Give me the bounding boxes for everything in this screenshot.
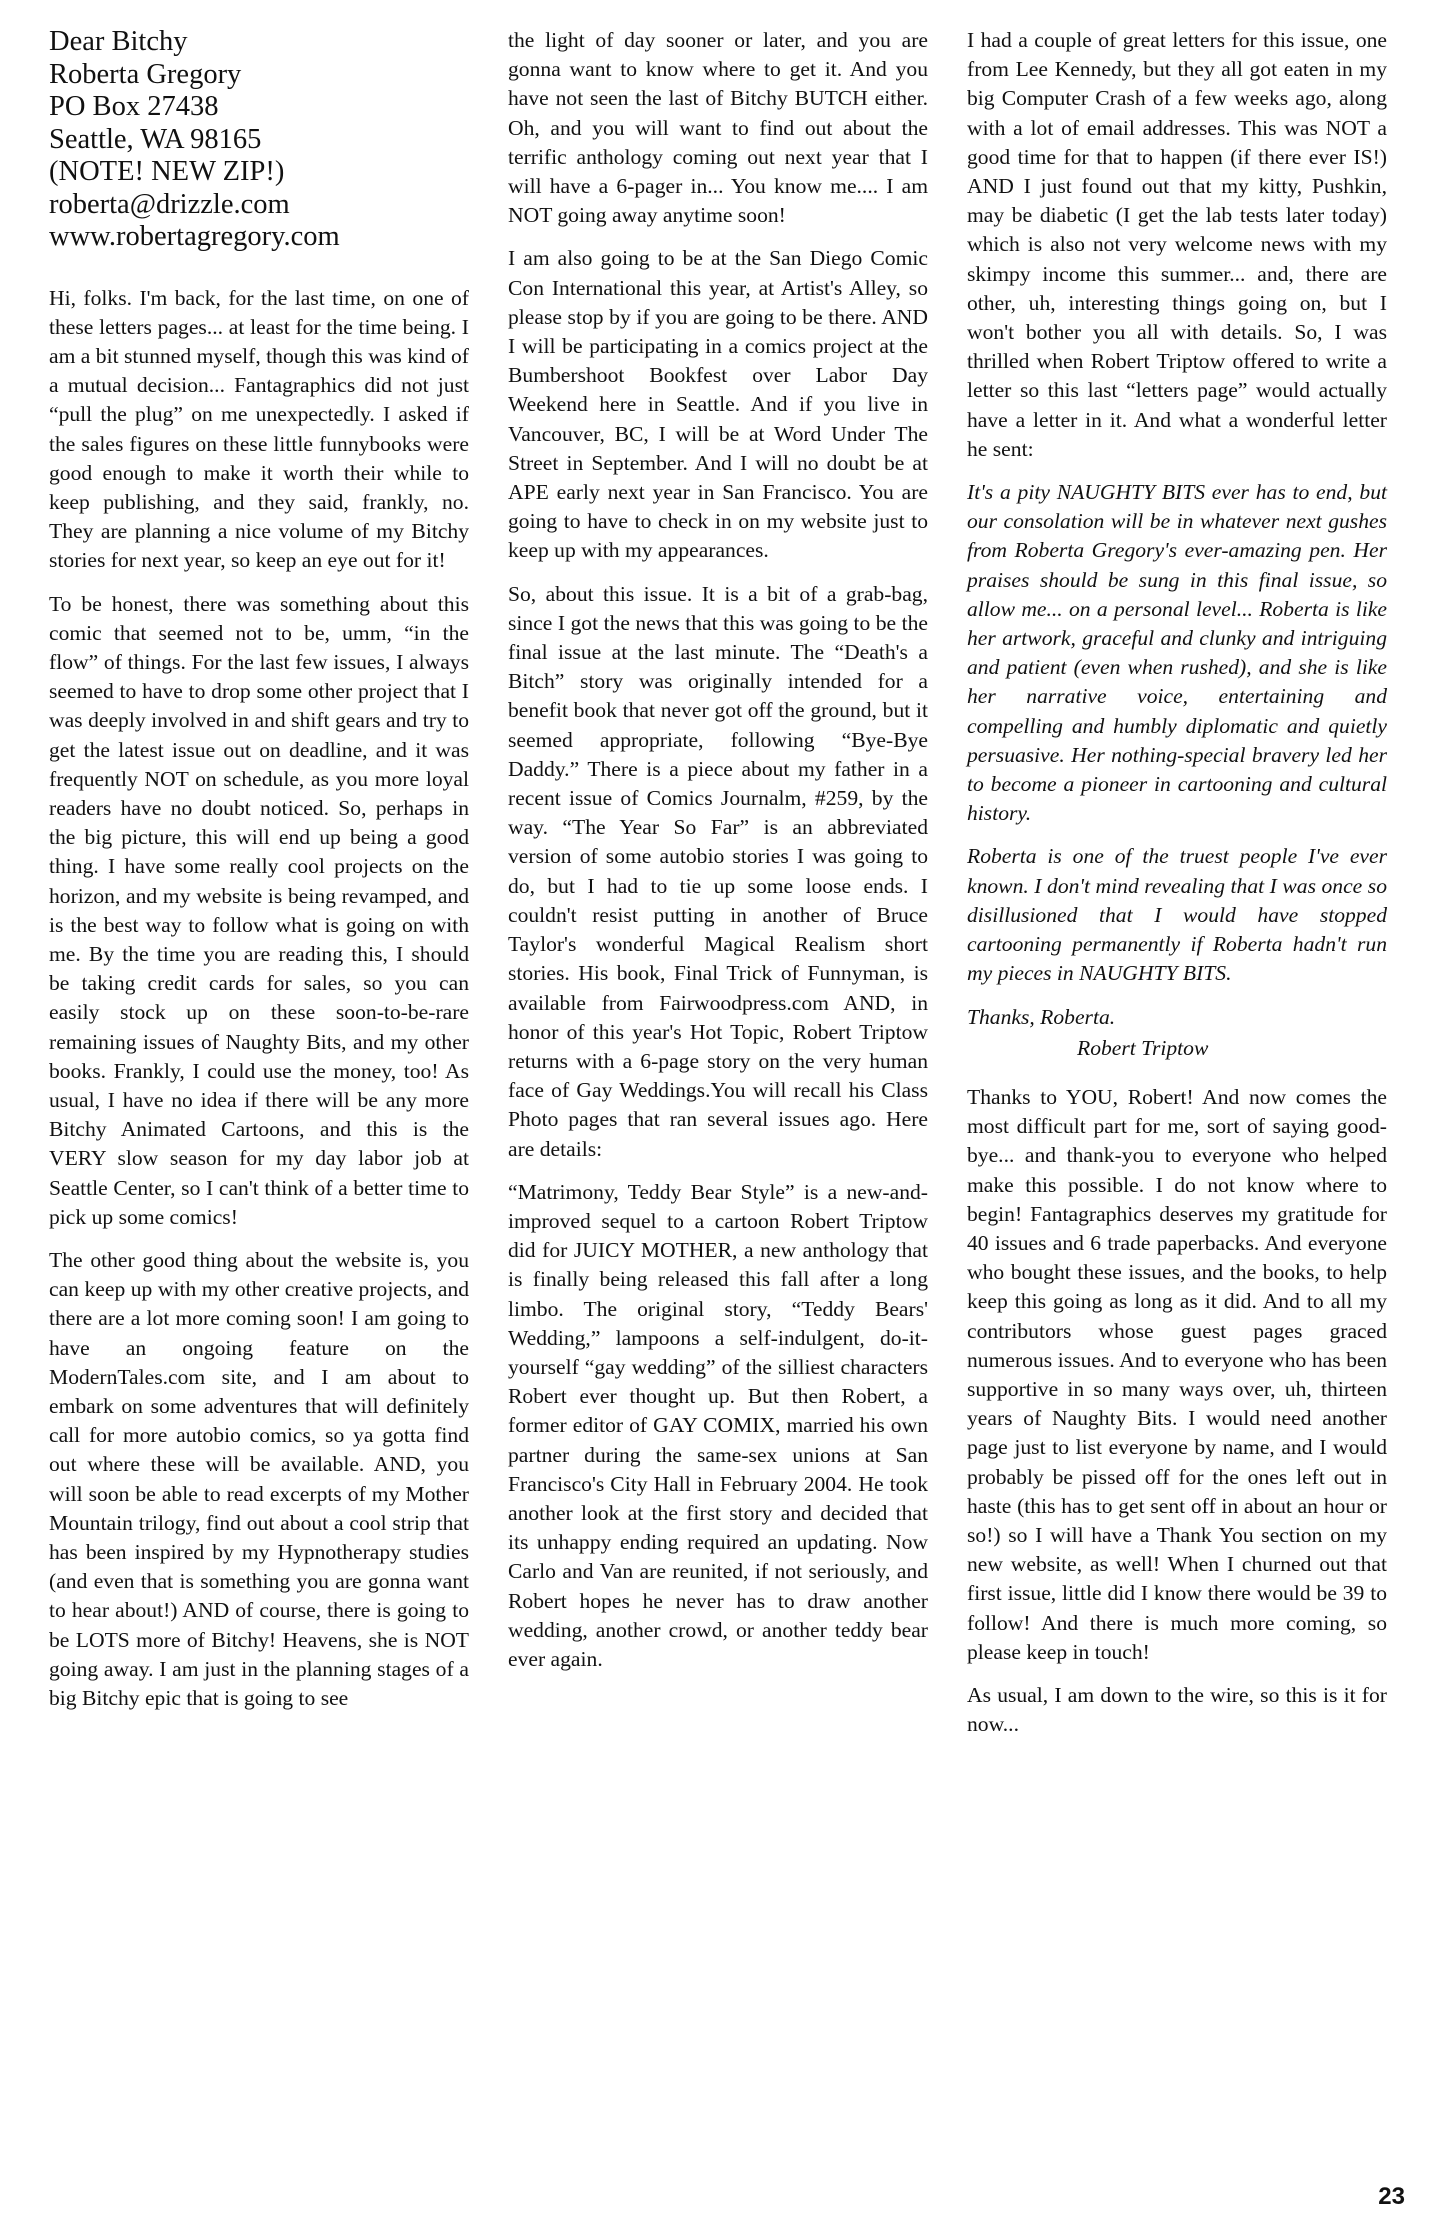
address-salutation: Dear Bitchy	[49, 26, 188, 57]
address-website: www.robertagregory.com	[49, 221, 340, 252]
paragraph: I am also going to be at the San Diego Comic Con International this year, at Artist's Alley, so please stop by if you are going to be there. AND I will be participating in a comics project at the Bumbershoot Bookfest over Labor Day Weekend here in Seattle. And if you live in Vancouver, BC, I will be at Word Under The Street in September. And I will no doubt be at APE early next year in San Francisco. You are going to have to check in on my website just to keep up with my appearances.	[508, 246, 928, 563]
paragraph: As usual, I am down to the wire, so this is it for now...	[967, 1682, 1387, 1737]
address-po-box: PO Box 27438	[49, 91, 219, 122]
letter-paragraph: Roberta is one of the truest people I've ever known. I don't mind revealing that I was once so disillusioned that I would have stopped cartooning permanently if Roberta hadn't run my pieces in NAUGHTY BITS.	[967, 844, 1387, 986]
letter-signature: Robert Triptow	[1077, 1035, 1209, 1060]
address-name: Roberta Gregory	[49, 58, 242, 90]
address-email: roberta@drizzle.com	[49, 188, 290, 220]
page-number: 23	[1378, 2183, 1405, 2210]
paragraph: I had a couple of great letters for this issue, one from Lee Kennedy, but they all got eaten in my big Computer Crash of a few weeks ago, along with a lot of email addresses. This was NOT a good time for that to happen (if there ever IS!) AND I just found out that my kitty, Pushkin, may be diabetic (I get the lab tests later today) which is also not very welcome news with my skimpy income this summer... and, there are other, uh, interesting things going on, but I won't bother you all with details. So, I was thrilled when Robert Triptow offered to write a letter so this last “letters page” would actually have a letter in it. And what a wonderful letter he sent:	[967, 28, 1387, 461]
reader-letter	[967, 478, 1387, 988]
paragraph: To be honest, there was something about this comic that seemed not to be, umm, “in the flow” of things. For the last few issues, I always seemed to have to drop some other project that I was deeply involved in and shift gears and try to get the latest issue out on deadline, and it was frequently NOT on schedule, as you more loyal readers have no doubt noticed. So, perhaps in the big picture, this will end up being a good thing. I have some really cool projects on the horizon, and my website is being revamped, and is the best way to follow what is going on with me. By the time you are reading this, I should be taking credit cards for sales, so you can easily stock up on these soon-to-be-rare remaining issues of Naughty Bits, and my other books. Frankly, I could use the money, too! As usual, I have no idea if there will be any more Bitchy Animated Cartoons, and this is the VERY slow season for my day labor job at Seattle Center, so I can't think of a better time to pick up some comics!	[49, 591, 469, 1229]
letter-thanks: Thanks, Roberta.	[967, 1004, 1116, 1029]
paragraph: Thanks to YOU, Robert! And now comes the most difficult part for me, sort of saying good-bye... and thank-you to everyone who helped make this possible. I do not know where to begin! Fantagraphics deserves my gratitude for 40 issues and 6 trade paperbacks. And everyone who bought these issues, and the books, to help keep this going as long as it did. And to all my contributors whose guest pages graced numerous issues. And to everyone who has been supportive in so many ways over, uh, thirteen years of Naughty Bits. I would need another page just to list everyone by name, and I would probably be pissed off for the ones left out in haste (this has to get sent off in about an hour or so!) so I will have a Thank You section on my new website, as well! When I churned out that first issue, little did I know there would be 39 to follow! And there is much more coming, so please keep in touch!	[967, 1084, 1387, 1664]
column-3	[967, 26, 1387, 1753]
mailing-address	[49, 26, 469, 254]
paragraph: “Matrimony, Teddy Bear Style” is a new-and-improved sequel to a cartoon Robert Triptow did for JUICY MOTHER, a new anthology that is finally being released this fall after a long limbo. The original story, “Teddy Bears' Wedding,” lampoons a self-indulgent, do-it-yourself “gay wedding” of the silliest characters Robert ever thought up. But then Robert, a former editor of GAY COMIX, married his own partner during the same-sex unions at San Francisco's City Hall in February 2004. He took another look at the first story and decided that its unhappy ending required an updating. Now Carlo and Van are reunited, if not seriously, and Robert hopes he never has to draw another wedding, another crowd, or another teddy bear ever again.	[508, 1179, 928, 1671]
address-note: (NOTE! NEW ZIP!)	[49, 156, 285, 187]
address-city: Seattle, WA 98165	[49, 123, 262, 155]
paragraph: Hi, folks. I'm back, for the last time, on one of these letters pages... at least for the time being. I am a bit stunned myself, though this was kind of a mutual decision... Fantagraphics did not just “pull the plug” on me unexpectedly. I asked if the sales figures on these little funnybooks were good enough to make it worth their while to keep publishing, and they said, frankly, no. They are planning a nice volume of my Bitchy stories for next year, so keep an eye out for it!	[49, 285, 469, 573]
paragraph: The other good thing about the website is, you can keep up with my other creative projects, and there are a lot more coming soon! I am going to have an ongoing feature on the ModernTales.com site, and I am about to embark on some adventures that will definitely call for more autobio comics, so ya gotta find out where these will be available. AND, you will soon be able to read excerpts of my Mother Mountain trilogy, find out about a cool strip that has been inspired by my Hypnotherapy studies (and even that is something you are gonna want to hear about!) AND of course, there is going to be LOTS more of Bitchy! Heavens, she is NOT going away. I am just in the planning stages of a big Bitchy epic that is going to see	[49, 1248, 469, 1711]
column-2	[508, 26, 928, 1688]
letter-paragraph: It's a pity NAUGHTY BITS ever has to end, but our consolation will be in whatever next gushes from Roberta Gregory's ever-amazing pen. Her praises should be sung in this final issue, so allow me... on a personal level... Roberta is like her artwork, graceful and clunky and intriguing and patient (even when rushed), and she is like her narrative voice, entertaining and compelling and humbly diplomatic and quietly persuasive. Her nothing-special bravery led her to become a pioneer in cartooning and cultural history.	[967, 480, 1387, 826]
paragraph: So, about this issue. It is a bit of a grab-bag, since I got the news that this was going to be the final issue at the last minute. The “Death's a Bitch” story was originally intended for a benefit book that never got off the ground, but it seemed appropriate, following “Bye-Bye Daddy.” There is a piece about my father in a recent issue of Comics Journalm, #259, by the way. “The Year So Far” is an abbreviated version of some autobio stories I was going to do, but I had to tie up some loose ends. I couldn't resist putting in another of Bruce Taylor's wonderful Magical Realism short stories. His book, Final Trick of Funnyman, is available from Fairwoodpress.com AND, in honor of this year's Hot Topic, Robert Triptow returns with a 6-page story on the very human face of Gay Weddings.You will recall his Class Photo pages that ran several issues ago. Here are details:	[508, 581, 928, 1161]
column-1	[49, 26, 469, 1727]
paragraph: the light of day sooner or later, and you are gonna want to know where to get it. And you have not seen the last of Bitchy BUTCH either. Oh, and you will want to find out about the terrific anthology coming out next year that I will have a 6-pager in... You know me.... I am NOT going away anytime soon!	[508, 28, 928, 228]
